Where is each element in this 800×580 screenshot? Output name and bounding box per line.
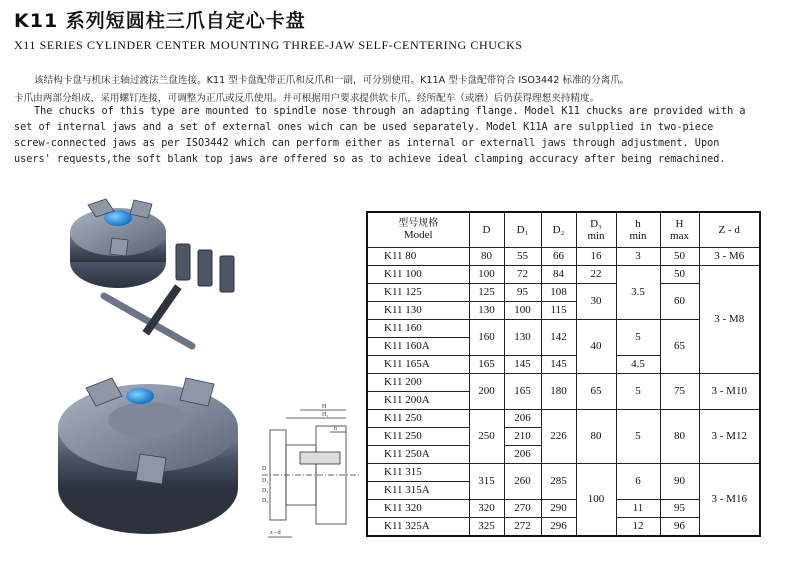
spare-jaws-image <box>176 244 234 292</box>
cell-d2: 180 <box>541 373 576 409</box>
cell-model: K11 130 <box>367 301 469 319</box>
cell-d1: 55 <box>504 247 541 265</box>
cell-d2: 226 <box>541 409 576 463</box>
technical-drawing <box>262 410 360 537</box>
cell-d2: 285 <box>541 463 576 499</box>
cell-h: 11 <box>616 499 660 517</box>
cell-d1: 100 <box>504 301 541 319</box>
cell-d2: 290 <box>541 499 576 517</box>
table-row <box>367 409 760 427</box>
cell-d1: 95 <box>504 283 541 301</box>
cell-model: K11 160A <box>367 337 469 355</box>
cell-d: 160 <box>469 319 504 355</box>
cell-zd: 3 - M12 <box>699 409 760 463</box>
dim-label-d: D <box>262 466 267 472</box>
cell-hmax: 95 <box>660 499 699 517</box>
cell-d: 130 <box>469 301 504 319</box>
header-model: 型号规格 Model <box>367 212 469 247</box>
cell-d: 125 <box>469 283 504 301</box>
cell-d2: 108 <box>541 283 576 301</box>
cell-model: K11 250 <box>367 427 469 445</box>
cell-hmax: 50 <box>660 265 699 283</box>
cell-d1: 72 <box>504 265 541 283</box>
cell-d3: 30 <box>576 283 616 319</box>
cell-d3: 40 <box>576 319 616 373</box>
cell-d1: 260 <box>504 463 541 499</box>
cell-d3: 80 <box>576 409 616 463</box>
dim-label-h: H <box>322 404 327 410</box>
header-hmax: H max <box>660 212 699 247</box>
cell-zd: 3 - M10 <box>699 373 760 409</box>
cell-d: 80 <box>469 247 504 265</box>
page-title-cn: K11 系列短圆柱三爪自定心卡盘 <box>14 10 306 32</box>
header-h: h min <box>616 212 660 247</box>
cell-d: 100 <box>469 265 504 283</box>
header-d: D <box>469 212 504 247</box>
cell-model: K11 315A <box>367 481 469 499</box>
cell-model: K11 315 <box>367 463 469 481</box>
cell-hmax: 96 <box>660 517 699 536</box>
cell-d3: 22 <box>576 265 616 283</box>
cell-d1: 270 <box>504 499 541 517</box>
cell-d: 320 <box>469 499 504 517</box>
table-row <box>367 265 760 283</box>
cell-model: K11 80 <box>367 247 469 265</box>
header-d1: D₁ <box>504 212 541 247</box>
cell-model: K11 250 <box>367 409 469 427</box>
cell-zd: 3 - M6 <box>699 247 760 265</box>
cell-model: K11 100 <box>367 265 469 283</box>
cell-h: 5 <box>616 409 660 463</box>
cell-zd: 3 - M16 <box>699 463 760 536</box>
dim-label-zd: z - d <box>270 530 281 536</box>
cell-d: 325 <box>469 517 504 536</box>
cell-d1: 130 <box>504 319 541 355</box>
cell-hmax: 75 <box>660 373 699 409</box>
cell-zd: 3 - M8 <box>699 265 760 373</box>
dim-label-d3: D₃ <box>262 498 269 504</box>
dim-label-small-h: h <box>334 426 337 432</box>
description-en-line-2: set of internal jaws and a set of external ones wich can be used separately. Model K11A are sulpplied in two-piece <box>14 122 714 133</box>
cell-d3: 65 <box>576 373 616 409</box>
cell-h: 5 <box>616 319 660 355</box>
cell-d: 200 <box>469 373 504 409</box>
chuck-key-image <box>104 290 192 346</box>
table-row <box>367 373 760 391</box>
cell-hmax: 65 <box>660 319 699 373</box>
cell-d2: 145 <box>541 355 576 373</box>
cell-hmax: 90 <box>660 463 699 499</box>
cell-d1: 206 <box>504 409 541 427</box>
large-chuck-image <box>58 378 238 534</box>
cell-model: K11 325A <box>367 517 469 536</box>
small-chuck-image <box>70 199 166 288</box>
cell-d1: 165 <box>504 373 541 409</box>
cell-d2: 296 <box>541 517 576 536</box>
cell-d1: 145 <box>504 355 541 373</box>
description-cn-line-2: 卡爪由两部分组成，采用螺钉连接，可调整为正爪或反爪使用。并可根据用户要求提供软卡爪，经所配车（或磨）后仍获得理想夹持精度。 <box>14 93 600 104</box>
cell-d1: 206 <box>504 445 541 463</box>
cell-hmax: 80 <box>660 409 699 463</box>
description-en-line-1: The chucks of this type are mounted to spindle nose through an adapting flange. Model K11 chucks are provided with a <box>34 106 746 117</box>
cell-model: K11 200 <box>367 373 469 391</box>
cell-d3: 16 <box>576 247 616 265</box>
header-zd: Z - d <box>699 212 760 247</box>
cell-d2: 142 <box>541 319 576 355</box>
cell-model: K11 125 <box>367 283 469 301</box>
dim-label-d1: D₁ <box>262 478 269 484</box>
description-cn-line-1: 该结构卡盘与机床主轴过渡法兰盘连接。K11 型卡盘配带正爪和反爪和一副，可分别使用。K11A 型卡盘配带符合 ISO3442 标准的分离爪。 <box>34 75 630 86</box>
cell-d1: 272 <box>504 517 541 536</box>
cell-model: K11 200A <box>367 391 469 409</box>
cell-d: 165 <box>469 355 504 373</box>
cell-d1: 210 <box>504 427 541 445</box>
cell-model: K11 160 <box>367 319 469 337</box>
page-title-en: X11 SERIES CYLINDER CENTER MOUNTING THREE-JAW SELF-CENTERING CHUCKS <box>14 38 523 52</box>
cell-d2: 66 <box>541 247 576 265</box>
cell-d: 250 <box>469 409 504 463</box>
cell-model: K11 165A <box>367 355 469 373</box>
description-en-line-4: users' requests,the soft blank top jaws are offered so as to achieve ideal clamping accuracy after being remachined. <box>14 154 726 165</box>
cell-d: 315 <box>469 463 504 499</box>
cell-model: K11 250A <box>367 445 469 463</box>
cell-h: 5 <box>616 373 660 409</box>
description-en-line-3: screw-connected jaws as per ISO3442 which can perform either as internal or externall jaws through adjustment. Upon <box>14 138 720 149</box>
cell-model: K11 320 <box>367 499 469 517</box>
cell-d3: 100 <box>576 463 616 536</box>
table-header-row <box>367 212 760 247</box>
header-d3: D₃ min <box>576 212 616 247</box>
cell-h: 6 <box>616 463 660 499</box>
cell-hmax: 60 <box>660 283 699 319</box>
cell-d2: 84 <box>541 265 576 283</box>
cell-h: 4.5 <box>616 355 660 373</box>
table-row <box>367 247 760 265</box>
dim-label-h1: H₁ <box>322 412 329 418</box>
cell-d2: 115 <box>541 301 576 319</box>
cell-h: 3.5 <box>616 265 660 319</box>
header-d2: D₂ <box>541 212 576 247</box>
cell-hmax: 50 <box>660 247 699 265</box>
cell-h: 3 <box>616 247 660 265</box>
dim-label-d2: D₂ <box>262 488 269 494</box>
cell-h: 12 <box>616 517 660 536</box>
spec-table <box>366 211 761 537</box>
table-row <box>367 463 760 481</box>
